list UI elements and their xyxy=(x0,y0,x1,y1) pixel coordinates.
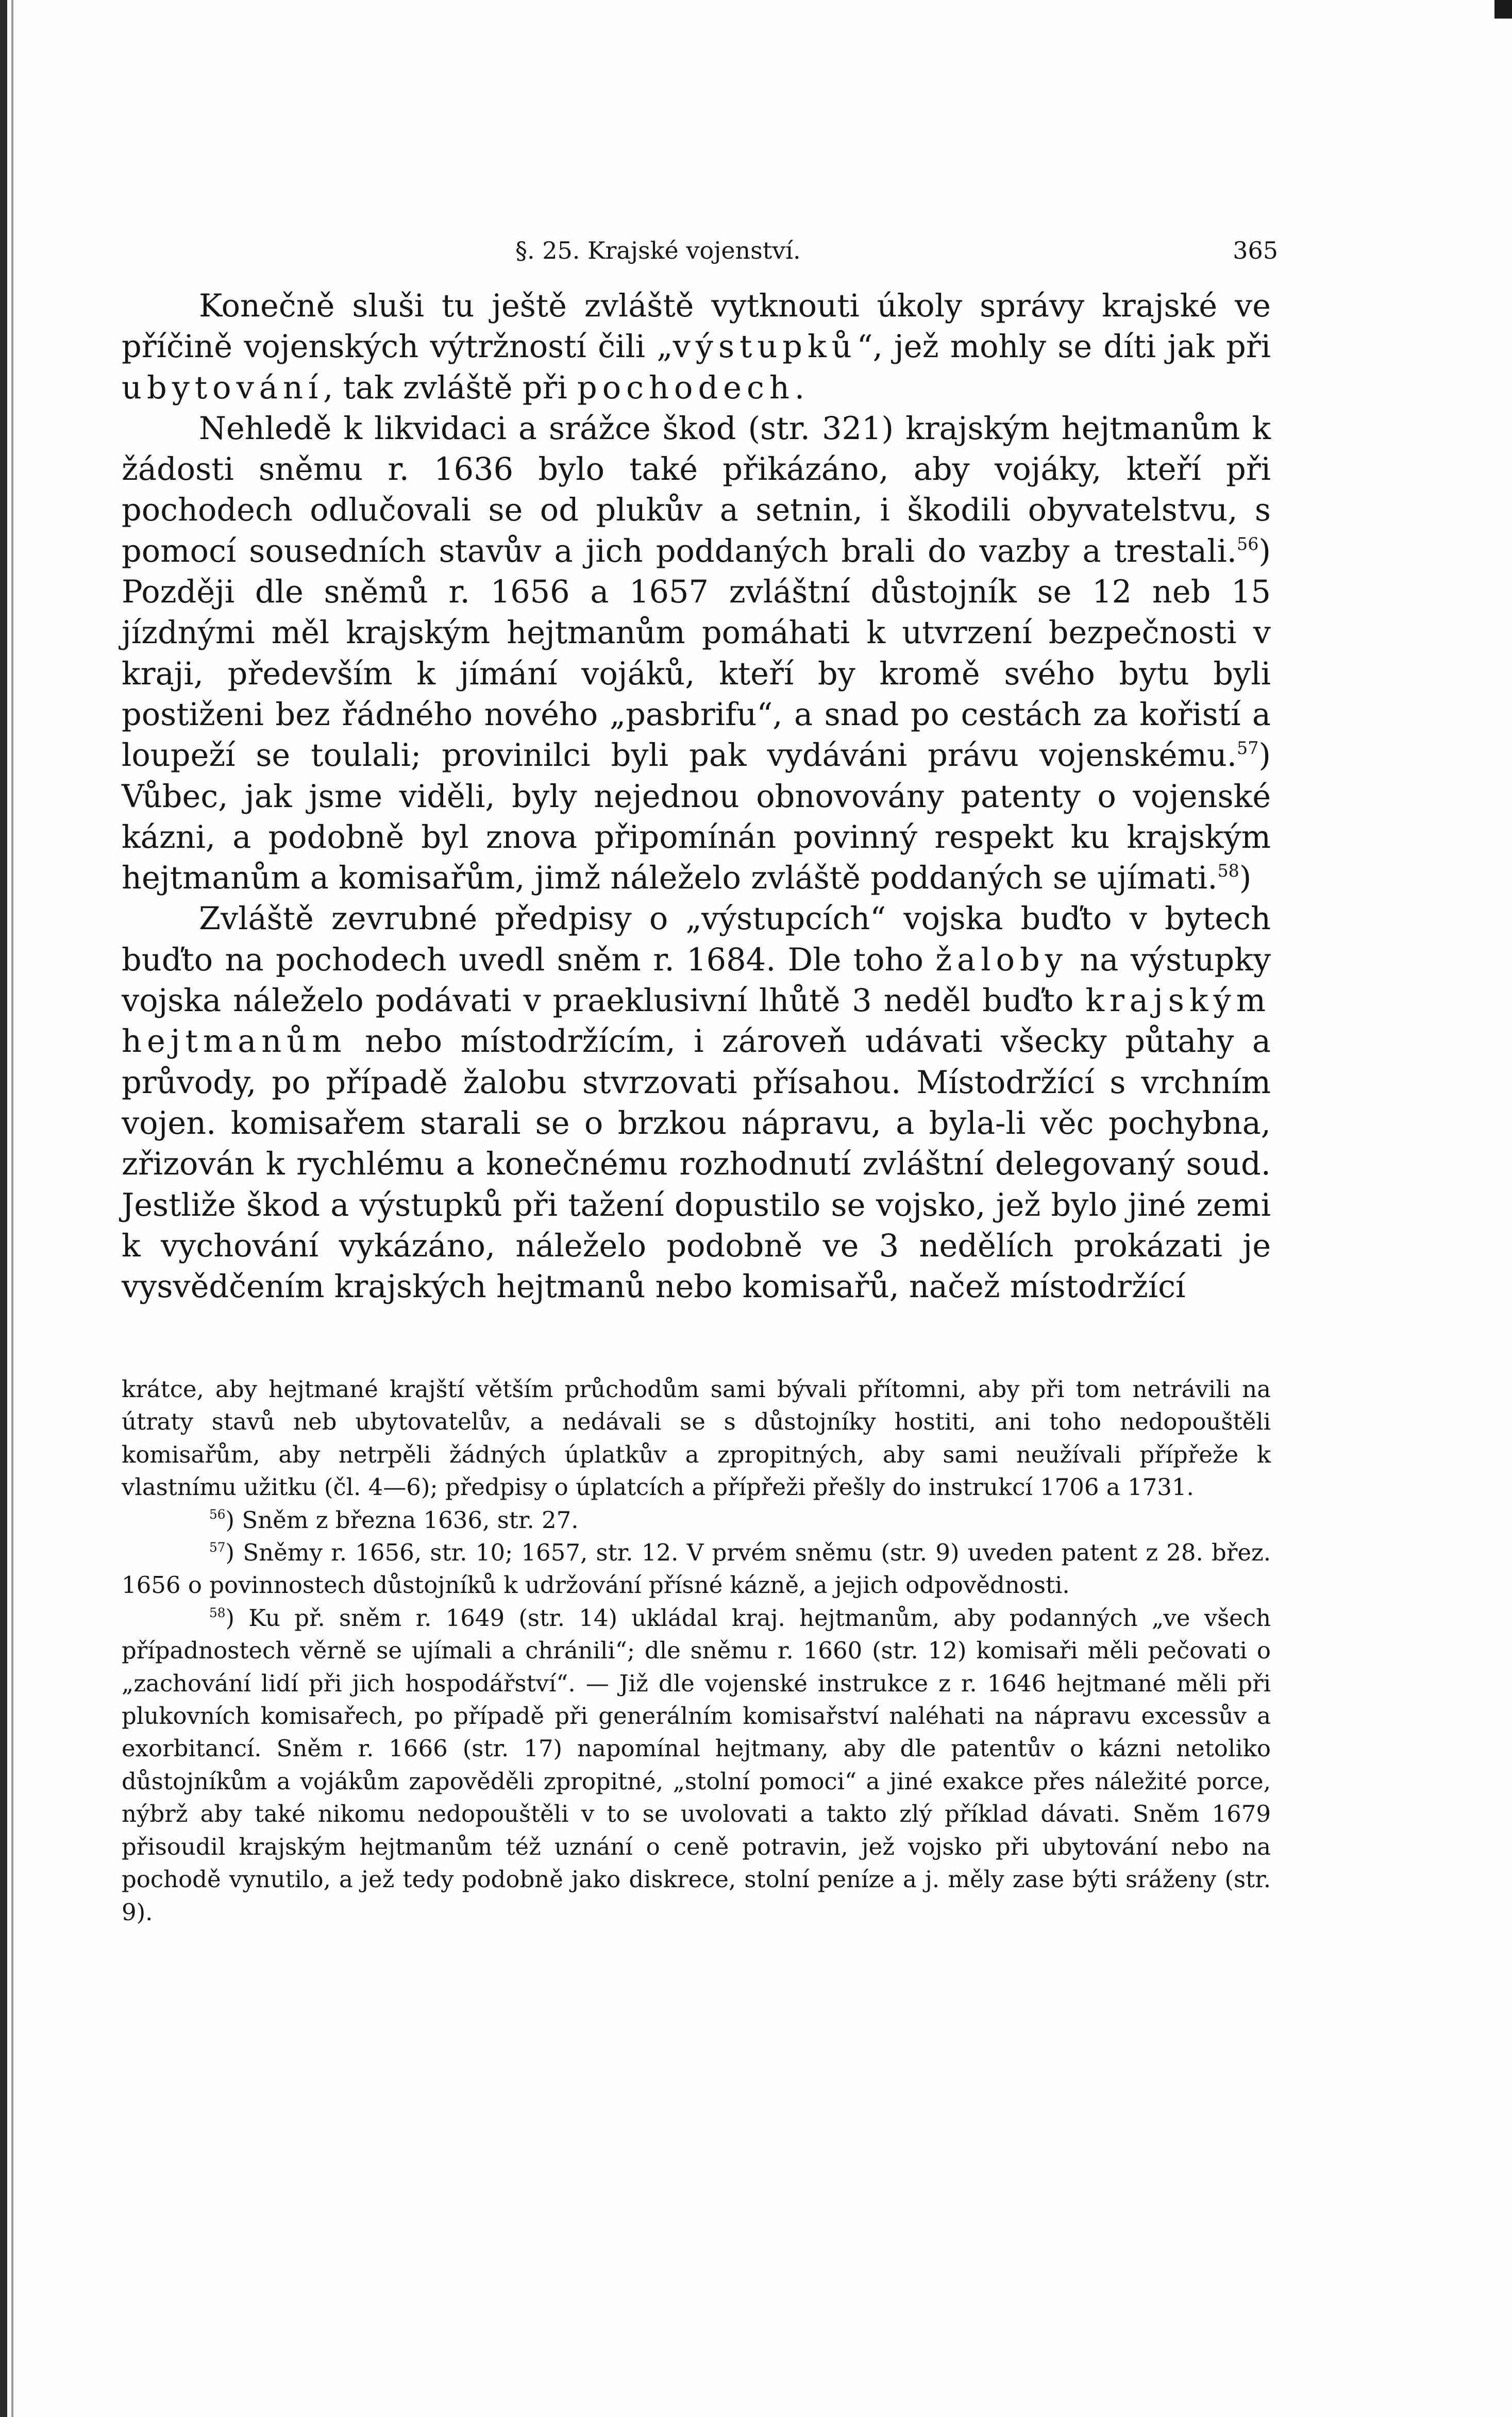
main-text xyxy=(122,286,1271,1307)
footnote-text: ) Sněmy r. 1656, str. 10; 1657, str. 12. V prvém sněmu (str. 9) uveden patent z 28. břez. 1656 o povinnostech důstojníků k udržování přísné kázně, a jejich odpovědnosti. xyxy=(122,1539,1271,1599)
footnote-number: 57 xyxy=(209,1539,226,1555)
page-number: 365 xyxy=(1233,237,1278,264)
spaced-term: krajským hejtmanům xyxy=(122,983,1271,1060)
footnote-continuation: krátce, aby hejtmané krajští větším průchodům sami bývali přítomni, aby při tom netrávili na útraty stavů neb ubytovatelův, a nedávali se s důstojníky hostiti, ani toho nedopouštěli komisařům, aby netrpěli žádných úplatkův a zpropitných, aby sami neužívali přípřeže k vlastnímu užitku (čl. 4—6); předpisy o úplatcích a přípřeži přešly do instrukcí 1706 a 1731. xyxy=(122,1375,1271,1501)
text-run: nebo místodržícím, i zároveň udávati všecky půtahy a průvody, po případě žalobu stvrzovati přísahou. Místodržící s vrchním vojen. komisařem starali se o brzkou nápravu, a byla-li věc pochybna, zřizován k rychlému a konečnému rozhodnutí zvláštní delegovaný soud. Jestliže škod a výstupků při tažení dopustilo se vojsko, jež bylo jiné zemi k vychování vykázáno, náleželo podobně ve 3 nedělích prokázati je vysvědčením krajských hejtmanů nebo komisařů, načež místodržící xyxy=(122,1023,1271,1305)
footnote-56 xyxy=(122,1504,1271,1536)
text-run: Nehledě k likvidaci a srážce škod (str. 321) krajským hejtmanům k žádosti sněmu r. 1636 bylo také přikázáno, aby vojáky, kteří při pochodech odlučovali se od plukův a setnin, i škodili obyvatelstvu, s pomocí sousedních stavův a jich poddaných brali do vazby a trestali. xyxy=(122,410,1271,569)
paragraph-3 xyxy=(122,899,1271,1307)
spaced-term: žaloby xyxy=(935,942,1068,978)
paragraph-2 xyxy=(122,409,1271,899)
text-run: ) Později dle sněmů r. 1656 a 1657 zvláštní důstojník se 12 neb 15 jízdnými měl krajským hejtmanům pomáhati k utvrzení bezpečnosti v kraji, především k jímání vojáků, kteří by kromě svého bytu byli postiženi bez řádného nového „pasbrifu“, a snad po cestách za kořistí a loupeží se toulali; provinilci byli pak vydáváni právu vojenskému. xyxy=(122,533,1271,774)
footnote-57 xyxy=(122,1536,1271,1602)
header-title: §. 25. Krajské vojenství. xyxy=(515,237,801,264)
text-run: ) Vůbec, jak jsme viděli, byly nejednou obnovovány patenty o vojenské kázni, a podobně byl znova připomínán povinný respekt ku krajským hejtmanům a komisařům, jimž náleželo zvláště poddaných se ujímati. xyxy=(122,737,1271,897)
footnote-ref[interactable]: 58 xyxy=(1217,860,1239,881)
text-run: Zvláště zevrubné předpisy o „výstupcích“ vojska buďto v bytech buďto na pochodech uvedl sněm r. 1684. Dle toho xyxy=(122,901,1271,978)
text-run: na výstupky vojska náleželo podávati v praeklusivní lhůtě 3 neděl buďto xyxy=(122,942,1271,1019)
text-run: . xyxy=(794,370,805,406)
text-run: , tak zvláště při xyxy=(323,370,578,406)
page-binding-shadow xyxy=(11,0,13,2417)
footnote-text: ) Ku př. sněm r. 1649 (str. 14) ukládal kraj. hejtmanům, aby podanných „ve všech případnostech věrně se ujímali a chránili“; dle sněmu r. 1660 (str. 12) komisaři měli pečovati o „zachování lidí při jich hospodářství“. — Již dle vojenské instrukce z r. 1646 hejtmané měli při plukovních komisařech, po případě při generálním komisařství naléhati na nápravu excessův a exorbitancí. Sněm r. 1666 (str. 17) napomínal hejtmany, aby dle patentův o kázni netoliko důstojníkům a vojákům zapověděli zpropitné, „stolní pomoci“ a jiné exakce přes náležité porce, nýbrž aby také nikomu nedopouštěli v to se uvolovati a takto zlý příklad dávati. Sněm 1679 přisoudil krajským hejtmanům též uznání o ceně potravin, jež vojsko při ubytování nebo na pochodě vynutilo, a jež tedy podobně jako diskrece, stolní peníze a j. měly zase býti sráženy (str. 9). xyxy=(122,1604,1271,1926)
footnote-number: 56 xyxy=(209,1507,226,1522)
footnote-text: ) Sněm z března 1636, str. 27. xyxy=(225,1506,579,1534)
spaced-term: pochodech xyxy=(577,370,795,406)
paragraph-1 xyxy=(122,286,1271,409)
page-binding-edge xyxy=(0,0,7,2417)
footnote-58 xyxy=(122,1602,1271,1928)
text-run: “, jež mohly se díti jak při xyxy=(856,329,1271,365)
scan-corner-mark xyxy=(1494,0,1512,19)
footnote-ref[interactable]: 56 xyxy=(1237,533,1259,554)
footnote-ref[interactable]: 57 xyxy=(1237,737,1259,758)
text-run: Konečně sluši tu ještě zvláště vytknouti úkoly správy krajské ve příčině vojenských výtržností čili „ xyxy=(122,288,1271,365)
running-header xyxy=(515,230,1278,271)
spaced-term: ubytování xyxy=(122,370,324,406)
spaced-term: výstupků xyxy=(673,329,857,365)
footnote-number: 58 xyxy=(209,1605,226,1620)
footnotes xyxy=(122,1373,1271,1928)
text-run: ) xyxy=(1239,860,1252,897)
